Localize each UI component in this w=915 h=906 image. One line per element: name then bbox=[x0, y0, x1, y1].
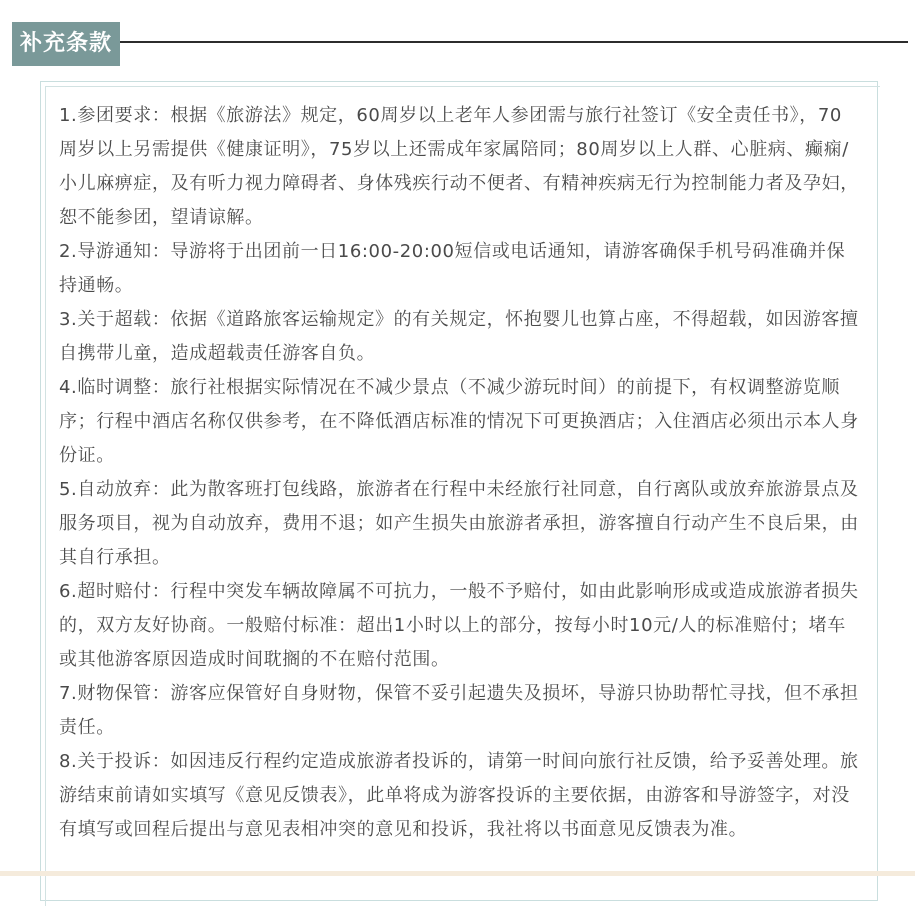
clause-overload: 3.关于超载：依据《道路旅客运输规定》的有关规定，怀抱婴儿也算占座，不得超载，如因游客擅自携带儿童，造成超载责任游客自负。 bbox=[59, 309, 859, 364]
clause-temporary-adjustment: 4.临时调整：旅行社根据实际情况在不减少景点（不减少游玩时间）的前提下，有权调整游览顺序；行程中酒店名称仅供参考，在不降低酒店标准的情况下可更换酒店；入住酒店必须出示本人身份证。 bbox=[59, 377, 859, 466]
clause-voluntary-abandon: 5.自动放弃：此为散客班打包线路，旅游者在行程中未经旅行社同意，自行离队或放弃旅游景点及服务项目，视为自动放弃，费用不退；如产生损失由旅游者承担，游客擅自行动产生不良后果，由其自行承担。 bbox=[59, 479, 859, 568]
bottom-band bbox=[0, 871, 915, 876]
section-header bbox=[12, 22, 908, 66]
clause-overtime-compensation: 6.超时赔付：行程中突发车辆故障属不可抗力，一般不予赔付，如由此影响形成或造成旅游者损失的，双方友好协商。一般赔付标准：超出1小时以上的部分，按每小时10元/人的标准赔付；堵车或其他游客原因造成时间耽搁的不在赔付范围。 bbox=[59, 581, 859, 670]
clause-list bbox=[59, 99, 859, 847]
clause-property-custody: 7.财物保管：游客应保管好自身财物，保管不妥引起遗失及损坏，导游只协助帮忙寻找，但不承担责任。 bbox=[59, 683, 859, 738]
clause-guide-notification: 2.导游通知：导游将于出团前一日16:00-20:00短信或电话通知，请游客确保手机号码准确并保持通畅。 bbox=[59, 241, 846, 296]
section-title: 补充条款 bbox=[12, 22, 120, 66]
header-divider bbox=[120, 41, 908, 43]
clause-complaints: 8.关于投诉：如因违反行程约定造成旅游者投诉的，请第一时间向旅行社反馈，给予妥善处理。旅游结束前请如实填写《意见反馈表》，此单将成为游客投诉的主要依据，由游客和导游签字，对没有填写或回程后提出与意见表相冲突的意见和投诉，我社将以书面意见反馈表为准。 bbox=[59, 751, 859, 840]
clause-participation-requirements: 1.参团要求：根据《旅游法》规定，60周岁以上老年人参团需与旅行社签订《安全责任书》，70周岁以上另需提供《健康证明》，75岁以上还需成年家属陪同；80周岁以上人群、心脏病、癫痫/小儿麻痹症，及有听力视力障碍者、身体残疾行动不便者、有精神疾病无行为控制能力者及孕妇，恕不能参团，望请谅解。 bbox=[59, 105, 859, 228]
